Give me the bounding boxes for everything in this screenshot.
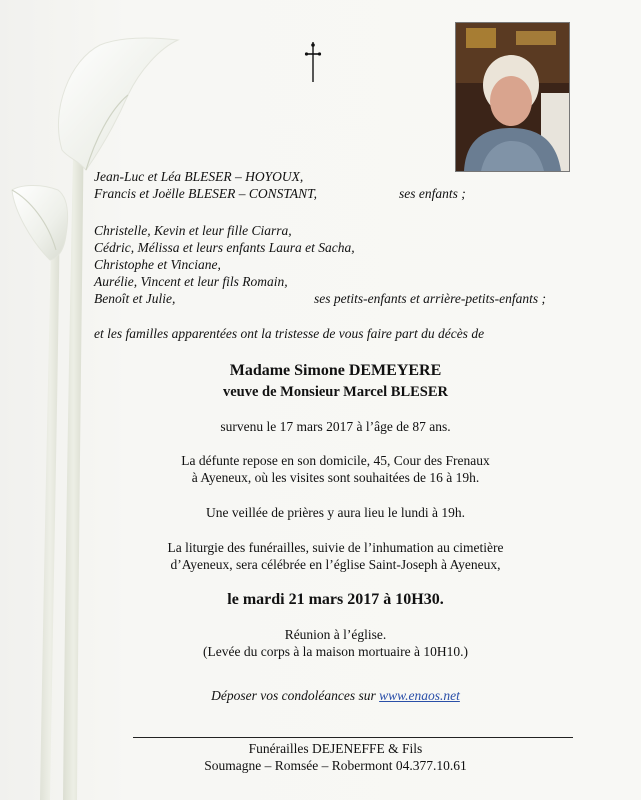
rest-line-2: à Ayeneux, où les visites sont souhaitées de 16 à 19h. <box>191 470 480 485</box>
grandchild-line: Aurélie, Vincent et leur fils Romain, <box>94 274 288 289</box>
vigil-line: Une veillée de prières y aura lieu le lundi à 19h. <box>205 505 466 520</box>
liturgy-line-1: La liturgie des funérailles, suivie de l’inhumation au cimetière <box>167 540 504 555</box>
footer-divider <box>133 737 573 738</box>
removal-line: (Levée du corps à la maison mortuaire à 10H10.) <box>202 644 469 659</box>
grandchild-line: Cédric, Mélissa et leurs enfants Laura et Sacha, <box>94 240 355 255</box>
death-details: survenu le 17 mars 2017 à l’âge de 87 ans. <box>220 419 451 434</box>
condolences-line <box>0 688 641 704</box>
grandchild-line: Benoît et Julie, <box>94 291 176 306</box>
condolences-text: Déposer vos condoléances sur <box>211 688 376 703</box>
funeral-company: Funérailles DEJENEFFE & Fils <box>248 741 423 756</box>
families-line: et les familles apparentées ont la tristesse de vous faire part du décès de <box>94 326 485 341</box>
rest-line-1: La défunte repose en son domicile, 45, Cour des Frenaux <box>181 453 490 468</box>
funeral-address: Soumagne – Romsée – Robermont 04.377.10.61 <box>204 758 467 773</box>
grandchild-line: Christophe et Vinciane, <box>94 257 221 272</box>
grandchildren-label: ses petits-enfants et arrière-petits-enfants ; <box>314 291 546 306</box>
funeral-date: le mardi 21 mars 2017 à 10H30. <box>227 591 444 608</box>
child-line: Francis et Joëlle BLESER – CONSTANT, <box>94 186 317 201</box>
condolences-link[interactable]: www.enaos.net <box>379 688 460 703</box>
meeting-line: Réunion à l’église. <box>284 627 387 642</box>
deceased-name: Madame Simone DEMEYERE <box>229 362 442 379</box>
cross-icon <box>304 42 322 82</box>
children-label: ses enfants ; <box>399 186 466 201</box>
portrait-photo <box>455 22 570 172</box>
liturgy-line-2: d’Ayeneux, sera célébrée en l’église Saint-Joseph à Ayeneux, <box>170 557 501 572</box>
widow-of: veuve de Monsieur Marcel BLESER <box>222 384 448 400</box>
grandchild-line: Christelle, Kevin et leur fille Ciarra, <box>94 223 292 238</box>
child-line: Jean-Luc et Léa BLESER – HOYOUX, <box>94 169 304 184</box>
